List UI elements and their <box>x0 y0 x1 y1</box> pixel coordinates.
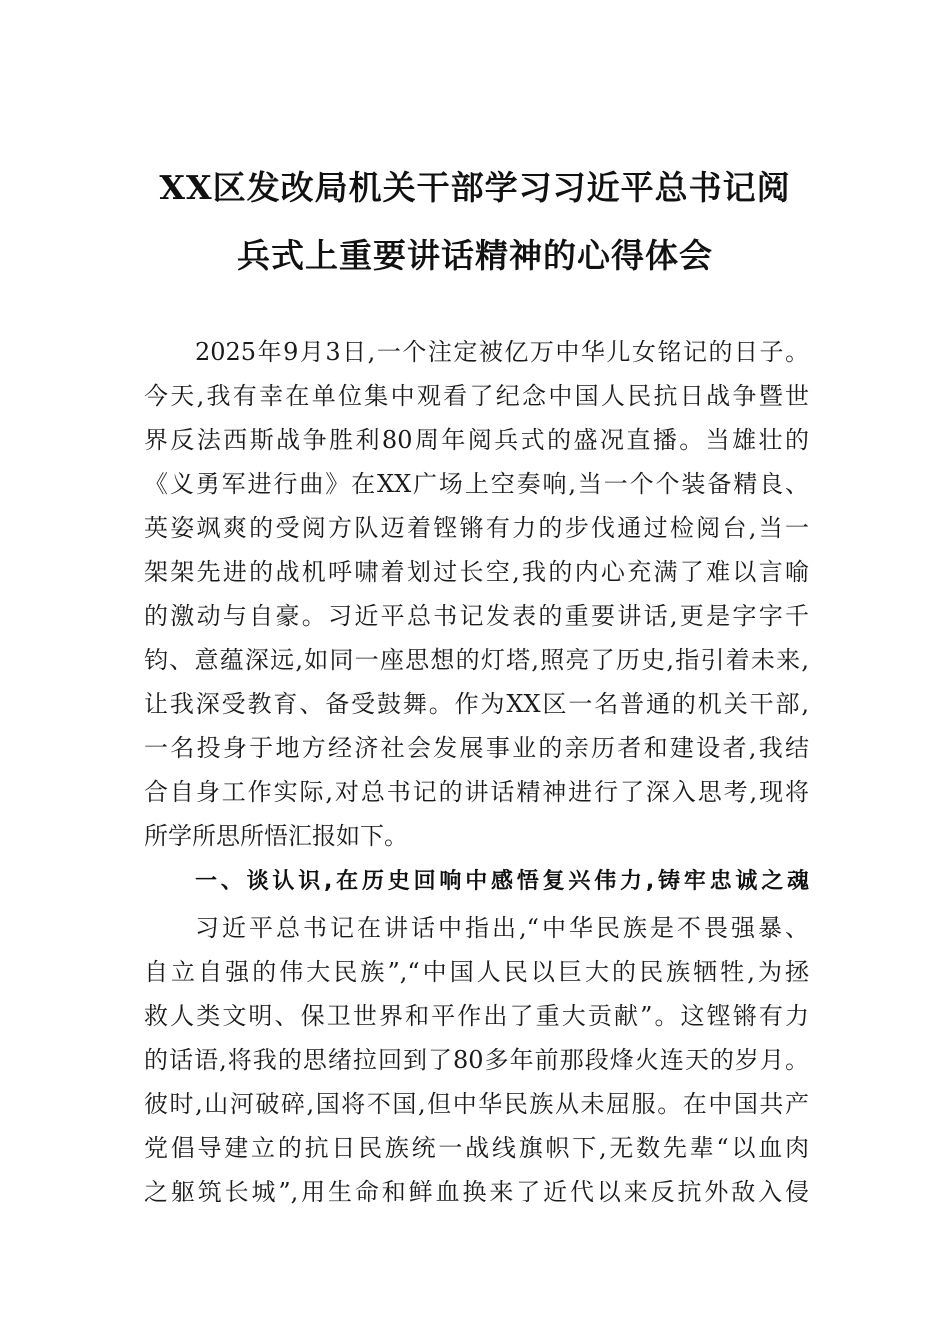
paragraph-line: 所学所思所悟汇报如下。 <box>144 822 408 850</box>
paragraph-line: 《义勇军进行曲》在XX广场上空奏响,当一个个装备精良、 <box>144 470 809 498</box>
paragraph-line: 党倡导建立的抗日民族统一战线旗帜下,无数先辈“以血肉 <box>144 1134 809 1162</box>
paragraph-line: 让我深受教育、备受鼓舞。作为XX区一名普通的机关干部, <box>144 690 809 718</box>
paragraph-line: 一名投身于地方经济社会发展事业的亲历者和建设者,我结 <box>144 734 809 762</box>
document-title-line-2: 兵式上重要讲话精神的心得体会 <box>237 236 713 275</box>
paragraph-line: 英姿飒爽的受阅方队迈着铿锵有力的步伐通过检阅台,当一 <box>144 514 809 542</box>
paragraph-line: 救人类文明、保卫世界和平作出了重大贡献”。这铿锵有力 <box>144 1002 809 1030</box>
paragraph-line: 界反法西斯战争胜利80周年阅兵式的盛况直播。当雄壮的 <box>144 426 809 454</box>
paragraph-line: 习近平总书记在讲话中指出,“中华民族是不畏强暴、 <box>195 914 809 942</box>
paragraph-line: 架架先进的战机呼啸着划过长空,我的内心充满了难以言喻 <box>144 558 809 586</box>
document-title-line-1: XX区发改局机关干部学习习近平总书记阅 <box>159 168 791 207</box>
paragraph-line: 自立自强的伟大民族”,“中国人民以巨大的民族牺牲,为拯 <box>144 958 809 986</box>
paragraph-line: 合自身工作实际,对总书记的讲话精神进行了深入思考,现将 <box>144 778 809 806</box>
paragraph-line: 2025年9月3日,一个注定被亿万中华儿女铭记的日子。 <box>195 338 809 366</box>
paragraph-line: 之躯筑长城”,用生命和鲜血换来了近代以来反抗外敌入侵 <box>144 1178 809 1206</box>
paragraph-line: 彼时,山河破碎,国将不国,但中华民族从未屈服。在中国共产 <box>144 1090 809 1118</box>
paragraph-line: 钧、意蕴深远,如同一座思想的灯塔,照亮了历史,指引着未来, <box>144 646 809 674</box>
paragraph-line: 的激动与自豪。习近平总书记发表的重要讲话,更是字字千 <box>144 602 809 630</box>
paragraph-line: 今天,我有幸在单位集中观看了纪念中国人民抗日战争暨世 <box>144 382 809 410</box>
section-heading-1: 一、谈认识,在历史回响中感悟复兴伟力,铸牢忠诚之魂 <box>195 869 809 894</box>
paragraph-line: 的话语,将我的思绪拉回到了80多年前那段烽火连天的岁月。 <box>144 1046 809 1074</box>
